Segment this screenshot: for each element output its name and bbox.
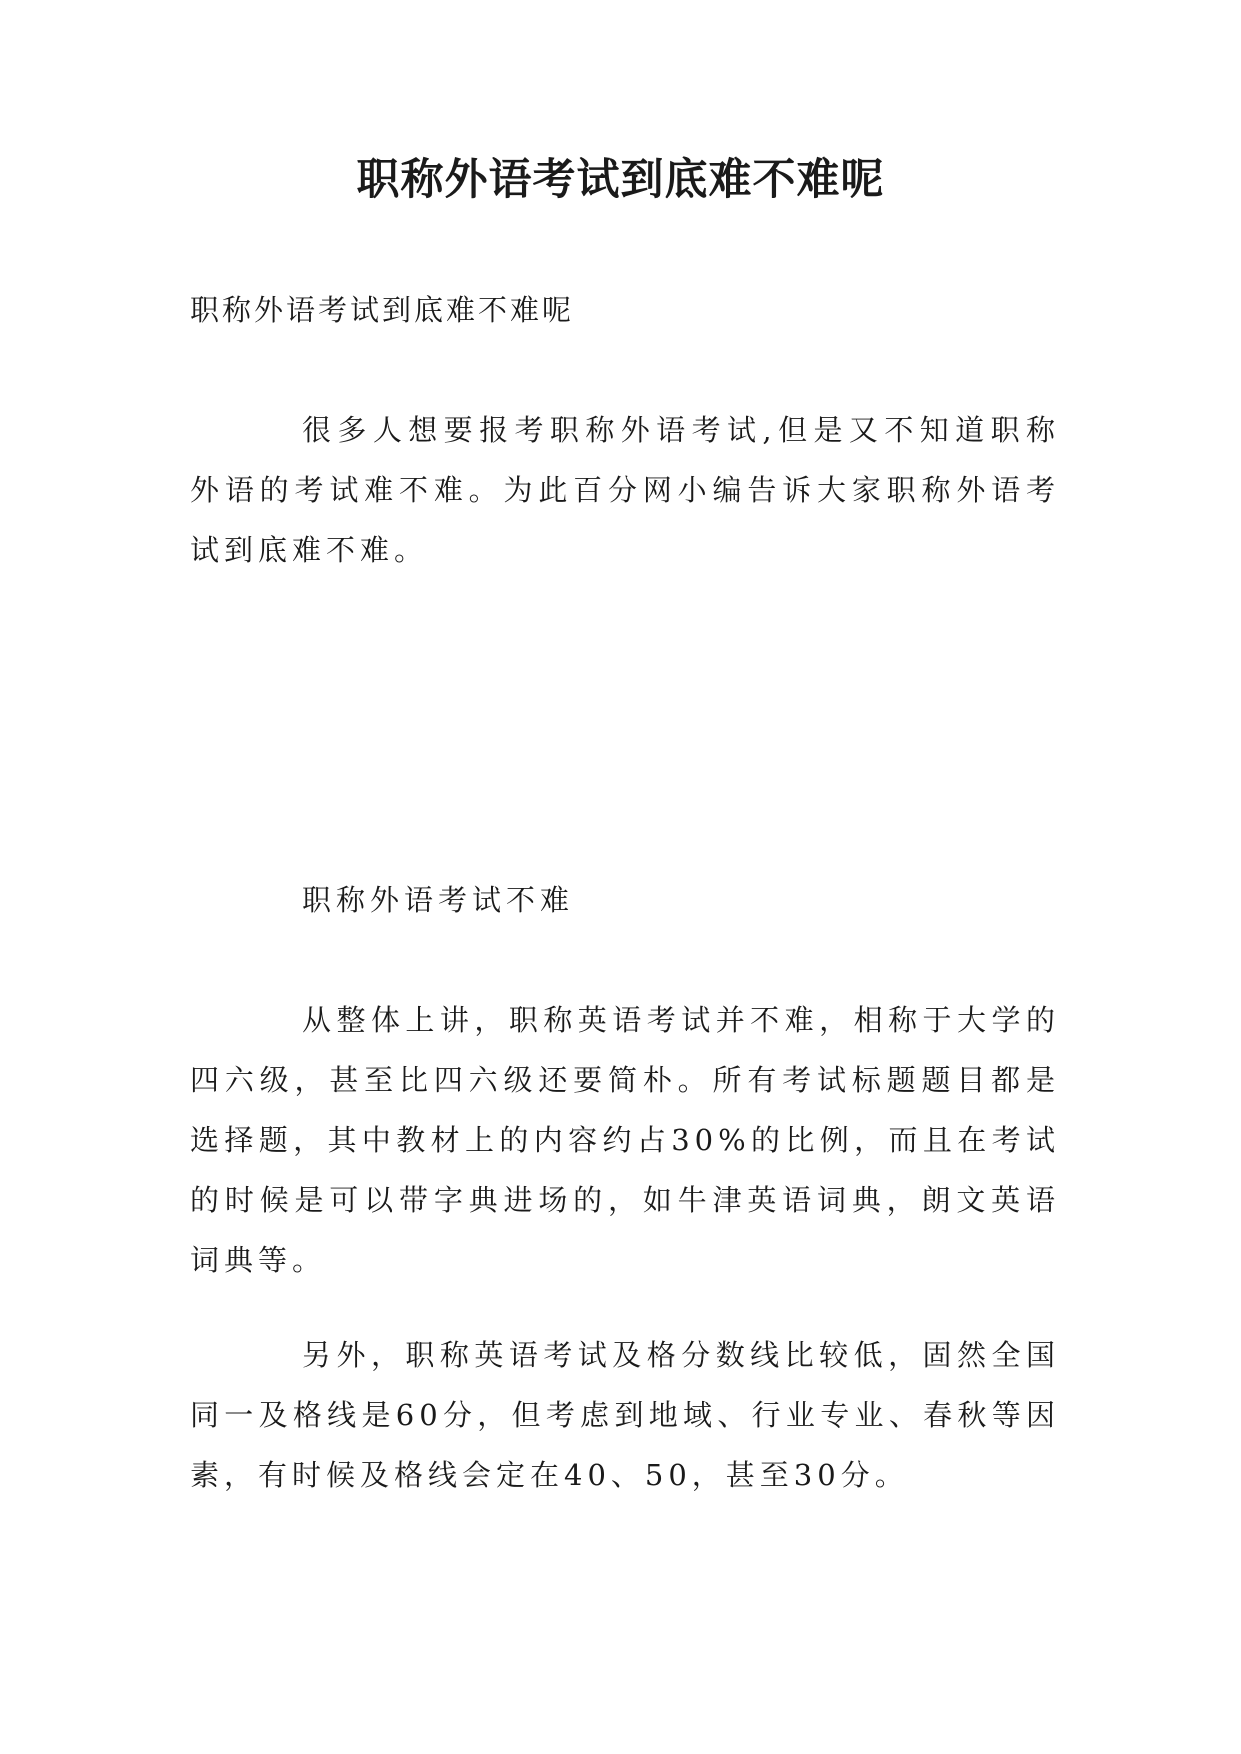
paragraph-passing-score: 另外，职称英语考试及格分数线比较低，固然全国同一及格线是60分，但考虑到地域、行业专业、春秋等因素，有时候及格线会定在40、50，甚至30分。 — [190, 1338, 1060, 1492]
document-subtitle: 职称外语考试到底难不难呢 — [190, 293, 575, 327]
document-title: 职称外语考试到底难不难呢 — [356, 155, 885, 205]
paragraph-intro: 很多人想要报考职称外语考试,但是又不知道职称外语的考试难不难。为此百分网小编告诉大家职称外语考试到底难不难。 — [190, 413, 1060, 567]
section-heading: 职称外语考试不难 — [302, 883, 575, 917]
paragraph-overview: 从整体上讲，职称英语考试并不难，相称于大学的四六级，甚至比四六级还要简朴。所有考试标题题目都是选择题，其中教材上的内容约占30%的比例，而且在考试的时候是可以带字典进场的，如牛津英语词典，朗文英语词典等。 — [190, 1003, 1060, 1277]
